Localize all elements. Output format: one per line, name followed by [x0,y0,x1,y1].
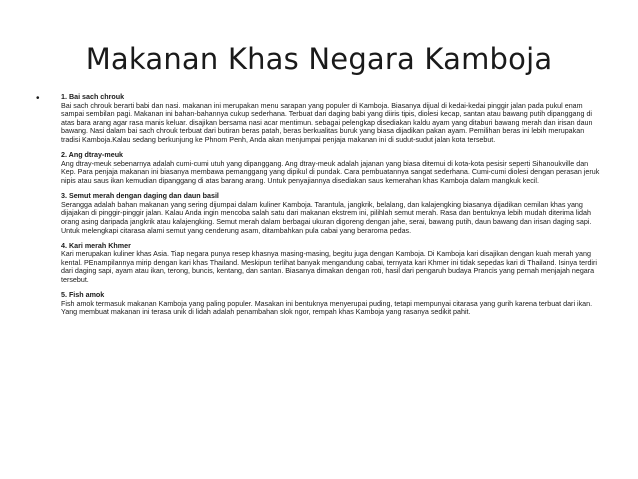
item-heading: 4. Kari merah Khmer [61,241,131,250]
item-description: Bai sach chrouk berarti babi dan nasi. makanan ini merupakan menu sarapan yang populer di Kamboja. Biasanya dijual di kedai-kedai pinggir jalan pada pukul enam sampai sembilan pagi. Makanan ini bahan-bahannya cukup sederhana. Terbuat dari daging babi yang diiris tipis, diolesi kecap, santan atau bawang putih dipanggang di atas bara arang agar rasa manis keluar. disajikan bersama nasi acar mentimun. sebagai pelengkap disediakan kaldu ayam yang ditaburi bawang merah dan irisan daun bawang. Nasi dalam bai sach chrouk terbuat dari butiran beras patah, beras berkualitas buruk yang biasa dijadikan pakan ayam. Pemilihan beras ini lebih merupakan tradisi Kamboja.Kalau sedang berkunjung ke Phnom Penh, Anda akan menjumpai penjaja makanan ini di sudut-sudut jalan kota tersebut. [61,101,593,144]
item-heading: 1. Bai sach chrouk [61,93,125,101]
slide-content [61,93,601,324]
item-heading: 5. Fish amok [61,291,105,300]
food-item-fish-amok [61,291,601,317]
food-item-bai-sach-chrouk [61,93,601,145]
food-item-semut-merah [61,192,601,235]
bullet-marker: • [36,93,40,104]
slide-title: Makanan Khas Negara Kamboja [85,42,553,76]
item-heading: 2. Ang dtray-meuk [61,151,124,160]
item-heading: 3. Semut merah dengan daging dan daun basil [61,192,219,201]
item-description: Serangga adalah bahan makanan yang sering dijumpai dalam kuliner Kamboja. Tarantula, jangkrik, belalang, dan kalajengking biasanya dijadikan cemilan khas yang dijajakan di pinggir-pinggir jalan. Kalau Anda ingin mencoba salah satu dari makanan ekstrem ini, pilihlah semut merah. Rasa dan bentuknya lebih mudah diterima lidah orang asing daripada jangkrik atau kalajengking. Semut merah dalam berbagai ukuran digoreng dengan jahe, serai, bawang putih, daun bawang dan irisan daging sapi. Untuk melengkapi citarasa alami semut yang cenderung asam, ditambahkan pula cabai yang beraroma pedas. [61,200,592,235]
food-item-ang-dtray-meuk [61,151,601,185]
item-description: Kari merupakan kuliner khas Asia. Tiap negara punya resep khasnya masing-masing, begitu juga dengan Kamboja. Di Kamboja kari disajikan dengan kuah merah yang kental. PEnampilannya mirip dengan kari khas Thailand. Meskipun terlihat banyak mengandung cabai, ternyata kari Khmer ini tidak sepedas kari di Thailand. Isinya terdiri dari daging sapi, ayam atau ikan, terong, buncis, kentang, dan santan. Biasanya dimakan dengan roti, hasil dari pengaruh budaya Prancis yang pernah menjajah negara tersebut. [61,250,597,285]
item-description: Fish amok termasuk makanan Kamboja yang paling populer. Masakan ini bentuknya menyerupai puding, tetapi mempunyai citarasa yang gurih karena terbuat dari ikan. Yang membuat makanan ini terasa unik di lidah adalah penambahan slok ngor, rempah khas Kamboja yang rasanya sedikit pahit. [61,299,593,317]
item-description: Ang dtray-meuk sebenarnya adalah cumi-cumi utuh yang dipanggang. Ang dtray-meuk adalah jajanan yang biasa ditemui di kota-kota pesisir seperti Sihanoukville dan Kep. Para penjaja makanan ini biasanya membawa pemanggang yang dipikul di pundak. Cara pembuatannya sangat sederhana. Cumi-cumi diolesi dengan perasan jeruk nipis atau saus ikan kemudian dipanggang di atas barang arang. Untuk penyajiannya disediakan saus kemerahan khas Kamboja dalam mangkuk kecil. [61,159,600,185]
food-item-kari-merah-khmer [61,242,601,285]
